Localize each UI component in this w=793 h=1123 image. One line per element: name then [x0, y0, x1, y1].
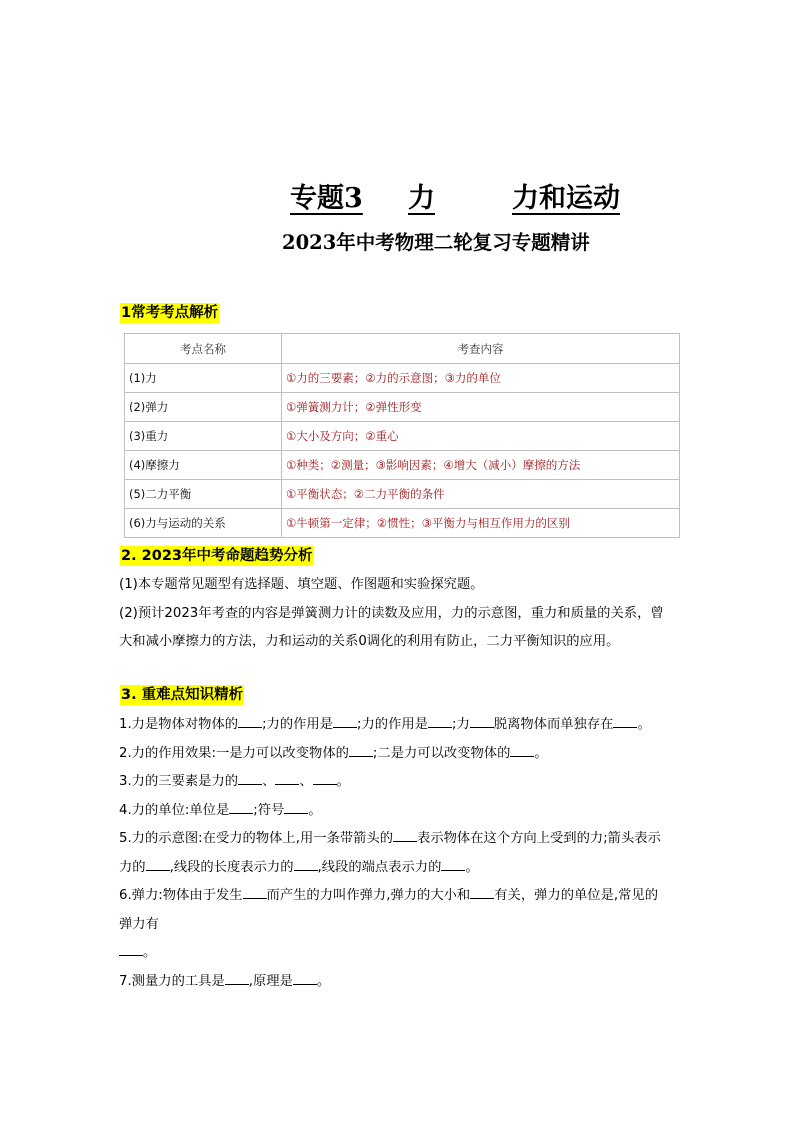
list-item: 1.力是物体对物体的 ;力的作用是 ;力的作用是 ;力 脱离物体而单独存在 。 — [119, 711, 664, 740]
list-item: 6.弹力:物体由于发生 而产生的力叫作弹力,弹力的大小和 有关，弹力的单位是,常见的弹力有 。 — [119, 882, 664, 968]
blank — [613, 713, 637, 728]
title-force-and-motion: 力和运动 — [512, 183, 620, 214]
table-cell-name: (1)力 — [125, 364, 282, 393]
table-cell-content: ①平衡状态；②二力平衡的条件 — [282, 480, 680, 509]
blank — [119, 941, 143, 956]
section2-paragraph-1: (1)本专题常见题型有选择题、填空题、作图题和实验探究题。 — [119, 577, 484, 592]
title-force: 力 — [408, 183, 435, 214]
blank — [238, 770, 262, 785]
blank — [349, 742, 373, 757]
list-item: 7.测量力的工具是 ,原理是 。 — [119, 968, 664, 997]
list-item: 3.力的三要素是力的 、 、 。 — [119, 768, 664, 797]
table-cell-content: ①牛顿第一定律；②惯性；③平衡力与相互作用力的区别 — [282, 509, 680, 538]
blank — [470, 884, 494, 899]
title-topic-number: 专题3 — [290, 183, 363, 214]
blank — [441, 856, 465, 871]
header-point-name: 考点名称 — [125, 334, 282, 364]
table-cell-name: (2)弹力 — [125, 393, 282, 422]
section2-heading: 2. 2023年中考命题趋势分析 — [121, 548, 313, 564]
blank — [284, 799, 308, 814]
blank — [313, 770, 337, 785]
blank — [238, 713, 262, 728]
blank — [229, 799, 253, 814]
section2-body — [119, 571, 664, 657]
table-row — [125, 422, 680, 451]
blank — [428, 713, 452, 728]
table-row — [125, 451, 680, 480]
table-row — [125, 509, 680, 538]
blank — [243, 884, 267, 899]
blank — [470, 713, 494, 728]
table-cell-content: ①种类；②测量；③影响因素；④增大（减小）摩擦的方法 — [282, 451, 680, 480]
list-item: 5.力的示意图:在受力的物体上,用一条带箭头的 表示物体在这个方向上受到的力;箭头表示力的 ,线段的长度表示力的 ,线段的端点表示力的 。 — [119, 825, 664, 882]
blank — [225, 970, 249, 985]
table-cell-name: (5)二力平衡 — [125, 480, 282, 509]
section2-paragraph-2: (2)预计2023年考查的内容是弹簧测力计的读数及应用，力的示意图，重力和质量的关系，曾大和减小摩擦力的方法，力和运动的关系0调化的利用有防止，二力平衡知识的应用。 — [119, 605, 664, 649]
table-cell-content: ①大小及方向；②重心 — [282, 422, 680, 451]
table-cell-content: ①力的三要素；②力的示意图；③力的单位 — [282, 364, 680, 393]
blank — [393, 827, 417, 842]
list-item: 2.力的作用效果:一是力可以改变物体的 ;二是力可以改变物体的 。 — [119, 740, 664, 769]
table-row — [125, 364, 680, 393]
section1-heading: 1常考考点解析 — [121, 305, 219, 321]
table-cell-name: (3)重力 — [125, 422, 282, 451]
blank — [293, 970, 317, 985]
blank — [294, 856, 318, 871]
page-subtitle: 2023年中考物理二轮复习专题精讲 — [282, 231, 590, 254]
header-content: 考查内容 — [282, 334, 680, 364]
list-item: 4.力的单位:单位是 ;符号 。 — [119, 797, 664, 826]
table-cell-name: (6)力与运动的关系 — [125, 509, 282, 538]
table-header-row — [125, 334, 680, 364]
table-row — [125, 393, 680, 422]
section3-heading: 3. 重难点知识精析 — [121, 687, 244, 703]
blank — [333, 713, 357, 728]
section3-body — [119, 711, 664, 996]
table-cell-content: ①弹簧测力计；②弹性形变 — [282, 393, 680, 422]
table-cell-name: (4)摩擦力 — [125, 451, 282, 480]
table-row — [125, 480, 680, 509]
blank — [510, 742, 534, 757]
exam-points-table — [124, 333, 680, 538]
blank — [275, 770, 299, 785]
blank — [146, 856, 170, 871]
